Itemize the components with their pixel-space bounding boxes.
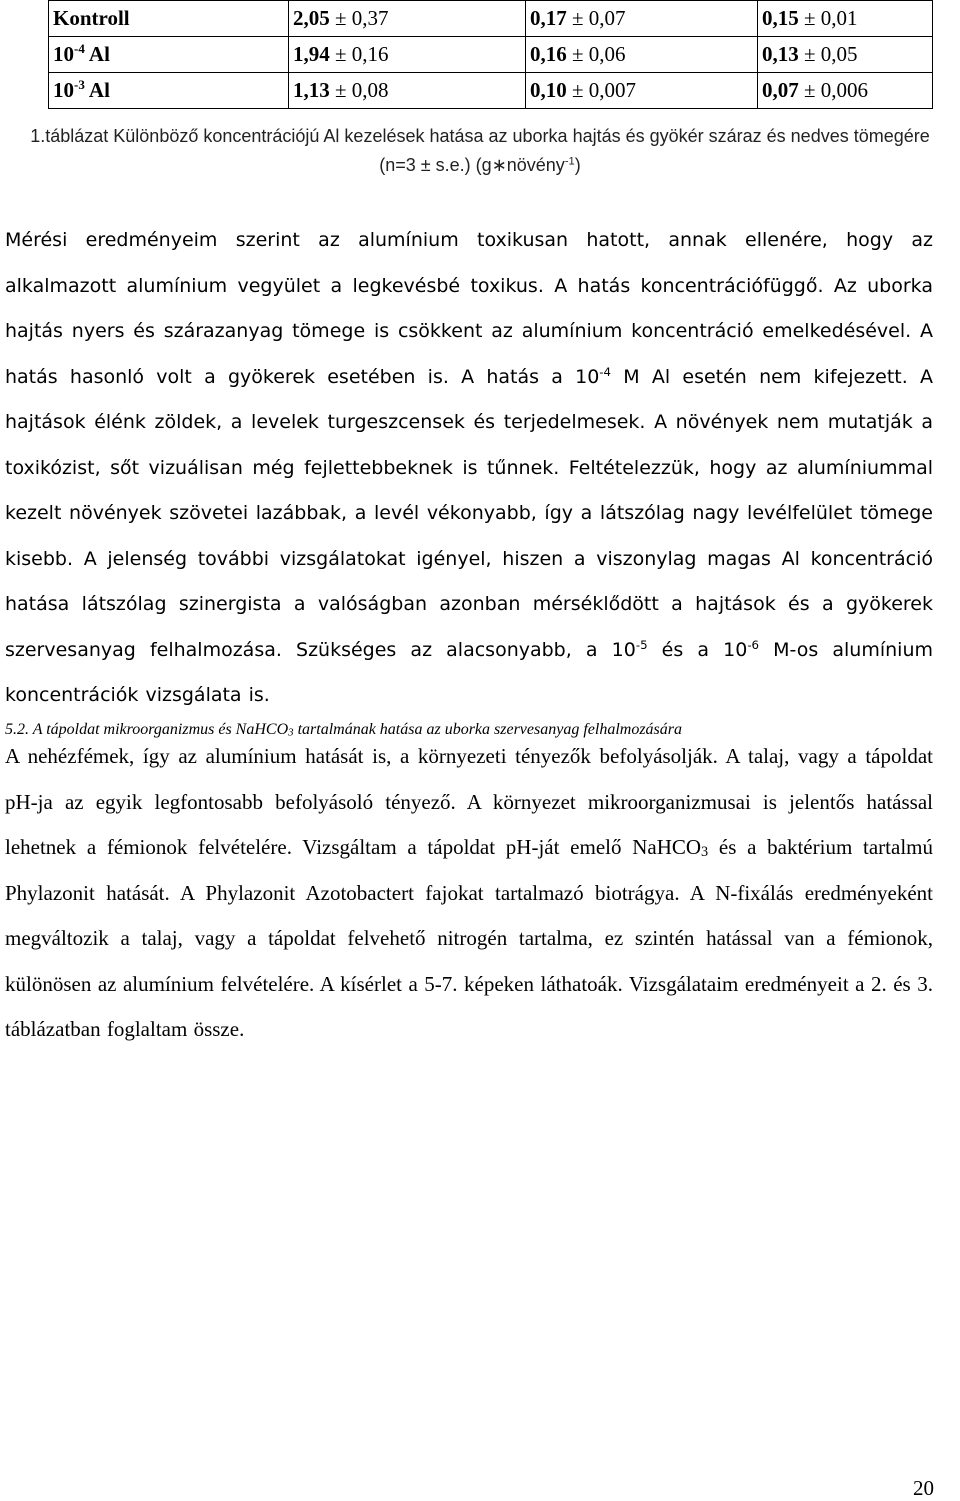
paragraph-aluminium-results: Mérési eredményeim szerint az alumínium toxikusan hatott, annak ellenére, hogy az alkalmazott alumínium vegyület a legkevésbé toxikus. A hatás koncentrációfüggő. Az uborka hajtás nyers és szárazanyag tömege is csökkent az alumínium koncentráció emelkedésével. A hatás hasonló volt a gyökerek esetében is. A hatás a $10^{-4}$ M Al esetén nem kifejezett. A hajtások élénk zöldek, a levelek turgeszcensek és terjedelmesek. A növények nem mutatják a toxikózist, sőt vizuálisan még fejlettebbeknek is tűnnek. Feltételezzük, hogy az alumíniummal kezelt növények szövetei lazábbak, a levél vékonyabb, így a látszólag nagy levélfelület tömege kisebb. A jelenség további vizsgálatokat igényel, hiszen a viszonylag magas Al koncentráció hatása látszólag szinergista a valóságban azonban mérséklődött a hajtások és a gyökerek szervesanyag felhalmozása. Szükséges az alacsonyabb, a $10^{-5}$ és a $10^{-6}$ M-os alumínium koncentrációk vizsgálata is. <box>5 229 934 706</box>
section-heading: 5.2. A tápoldat mikroorganizmus és NaHCO$_3$ tartalmának hatása az uborka szervesanyag felhalmozására <box>5 721 683 739</box>
table-cell-value: 0,16 ± 0,06 <box>526 37 758 73</box>
table-cell-value: 0,15 ± 0,01 <box>758 1 933 37</box>
table-cell-treatment: $10^{-3}$ Al <box>49 73 289 109</box>
table-cell-value: 0,10 ± 0,007 <box>526 73 758 109</box>
table-cell-value: 0,13 ± 0,05 <box>758 37 933 73</box>
table-cell-value: 1,94 ± 0,16 <box>289 37 526 73</box>
page-number: 20 <box>913 1476 934 1500</box>
table-cell-value: 0,17 ± 0,07 <box>526 1 758 37</box>
table-row <box>49 1 933 37</box>
table-cell-value: 1,13 ± 0,08 <box>289 73 526 109</box>
table-cell-value: 0,07 ± 0,006 <box>758 73 933 109</box>
table-cell-treatment: Kontroll <box>49 1 289 37</box>
paragraph-microorganisms: A nehézfémek, így az alumínium hatását is, a környezeti tényezők befolyásolják. A talaj, vagy a tápoldat pH-ja az egyik legfontosabb befolyásoló tényező. A környezet mikroorganizmusai is jelentős hatással lehetnek a fémionok felvételére. Vizsgáltam a tápoldat pH-ját emelő NaHCO$_3$ és a baktérium tartalmú Phylazonit hatását. A Phylazonit Azotobactert fajokat tartalmazó biotrágya. A N-fixálás eredményeként megváltozik a talaj, vagy a tápoldat felvehető nitrogén tartalma, ez szintén hatással van a fémionok, különösen az alumínium felvételére. A kísérlet a 5-7. képeken láthatoák. Vizsgálataim eredményeit a 2. és 3. táblázatban foglaltam össze. <box>5 744 933 1041</box>
table-caption-line-2: (n=3 ± s.e.) (g∗növény$^{-1}$) <box>379 155 581 175</box>
table-cell-value: 2,05 ± 0,37 <box>289 1 526 37</box>
results-table <box>48 0 933 109</box>
table-row <box>49 73 933 109</box>
table-caption-line-1: 1.táblázat Különböző koncentrációjú Al kezelések hatása az uborka hajtás és gyökér száraz és nedves tömegére <box>30 126 930 146</box>
table-cell-treatment: $10^{-4}$ Al <box>49 37 289 73</box>
table-row <box>49 37 933 73</box>
